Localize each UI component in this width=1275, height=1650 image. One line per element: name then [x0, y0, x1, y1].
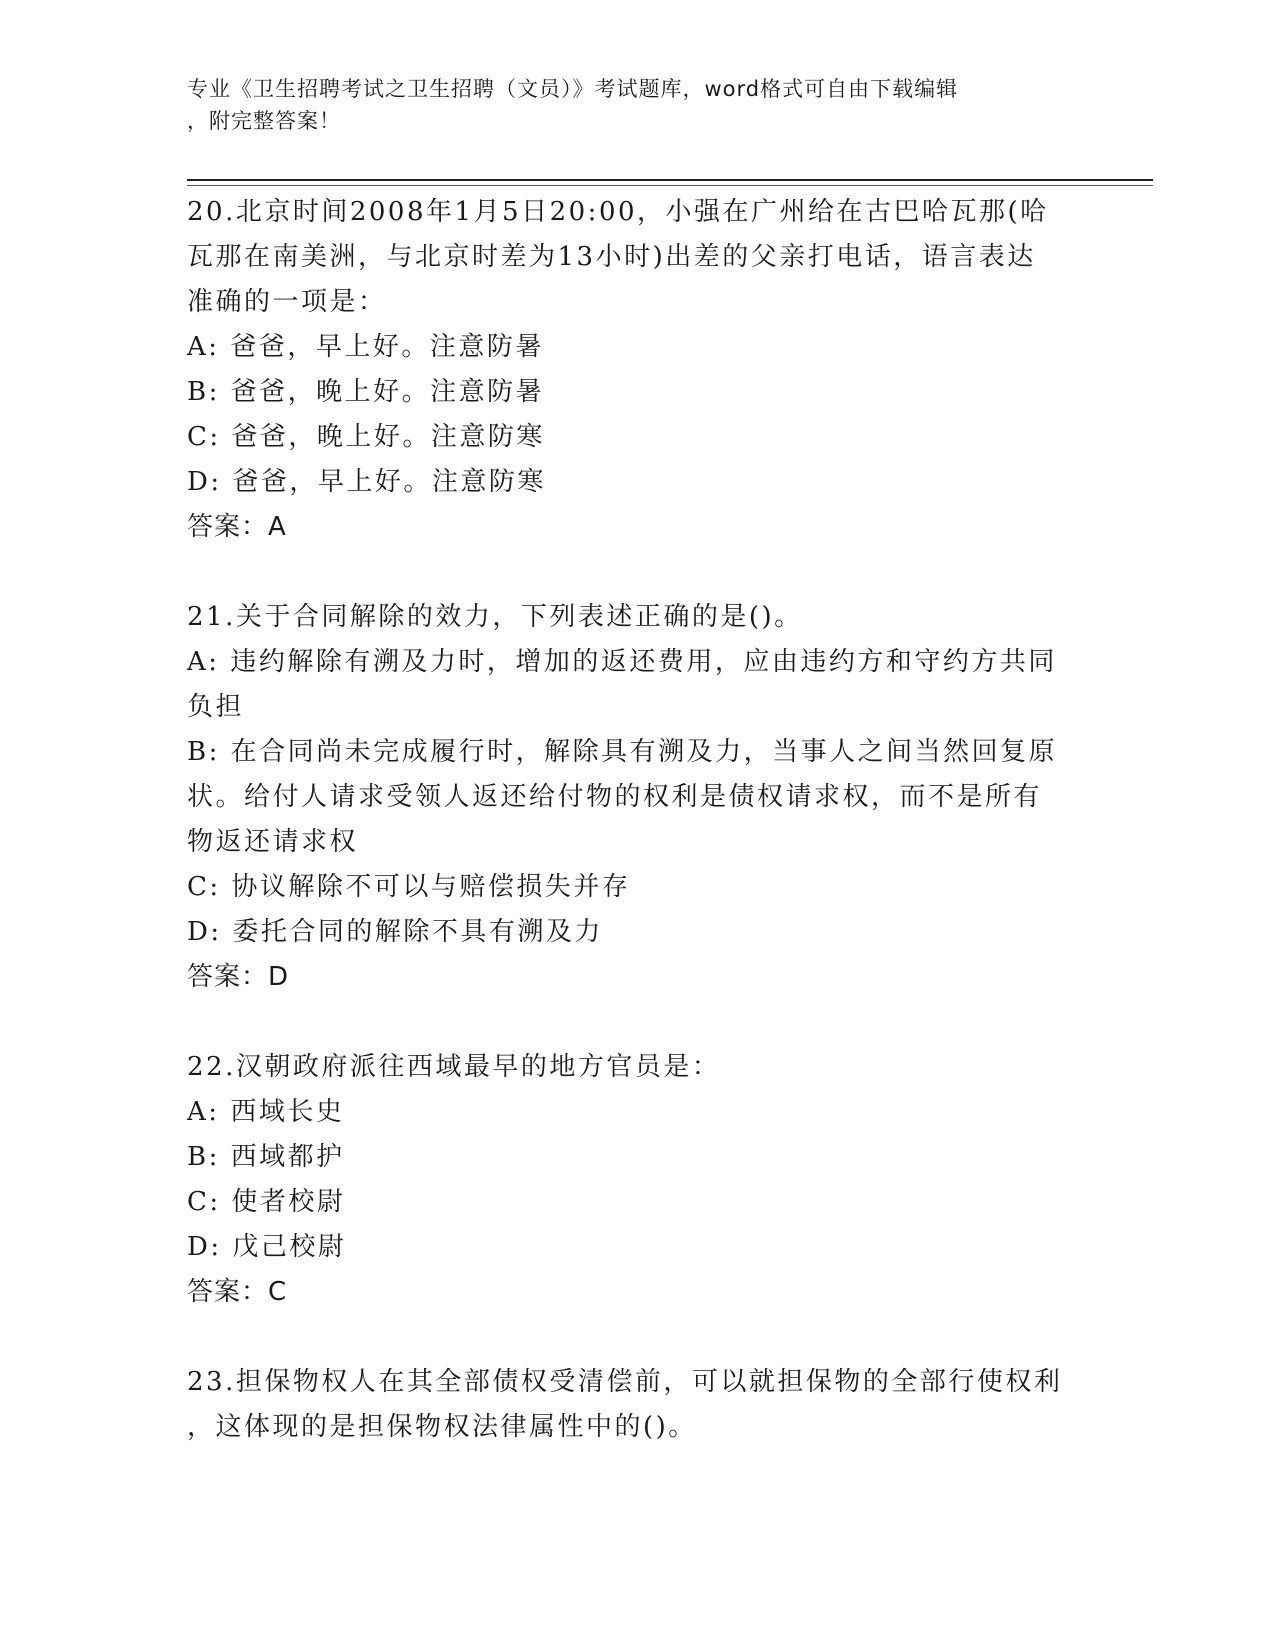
question-stem-line: 瓦那在南美洲，与北京时差为13小时)出差的父亲打电话，语言表达: [187, 242, 1036, 272]
option-text: 爸爸，晚上好。注意防暑: [230, 377, 545, 407]
option-text: 委托合同的解除不具有溯及力: [232, 917, 603, 947]
document-header: [187, 73, 1067, 137]
option-d: [187, 910, 1087, 955]
option-letter: B:: [187, 377, 220, 407]
option-c: [187, 865, 1087, 910]
option-letter: C:: [187, 1187, 221, 1217]
option-text: 西域都护: [230, 1142, 345, 1172]
option-a: [187, 1090, 1087, 1135]
header-divider-thin: [187, 185, 1153, 186]
question-stem-line: 21.关于合同解除的效力，下列表述正确的是()。: [187, 602, 803, 632]
option-continuation: 负担: [187, 692, 245, 722]
option-d: [187, 460, 1087, 505]
answer-label: 答案：C: [187, 1277, 288, 1307]
option-a: [187, 640, 1087, 685]
option-letter: A:: [187, 1097, 220, 1127]
option-b: [187, 730, 1087, 775]
option-a: [187, 325, 1087, 370]
header-line-1: 专业《卫生招聘考试之卫生招聘（文员）》考试题库，word格式可自由下载编辑: [187, 77, 959, 101]
option-b: [187, 370, 1087, 415]
option-text: 西域长史: [230, 1097, 345, 1127]
header-line-2: ，附完整答案！: [187, 109, 341, 133]
question-22: [187, 1045, 1087, 1315]
question-stem-line: 准确的一项是：: [187, 287, 387, 317]
question-23: [187, 1360, 1087, 1450]
option-text: 使者校尉: [231, 1187, 346, 1217]
option-continuation: 物返还请求权: [187, 827, 359, 857]
option-text: 爸爸，早上好。注意防寒: [232, 467, 546, 497]
option-letter: D:: [187, 467, 222, 497]
option-text: 爸爸，晚上好。注意防寒: [231, 422, 545, 452]
question-stem-line: 20.北京时间2008年1月5日20:00，小强在广州给在古巴哈瓦那(哈: [187, 197, 1049, 227]
header-divider-thick: [187, 179, 1153, 181]
option-letter: B:: [187, 737, 220, 767]
option-c: [187, 1180, 1087, 1225]
question-stem-line: 23.担保物权人在其全部债权受清偿前，可以就担保物的全部行使权利: [187, 1367, 1063, 1397]
option-d: [187, 1225, 1087, 1270]
option-text: 在合同尚未完成履行时，解除具有溯及力，当事人之间当然回复原: [230, 737, 1058, 767]
option-text: 爸爸，早上好。注意防暑: [230, 332, 544, 362]
option-text: 戊己校尉: [232, 1232, 347, 1262]
option-letter: D:: [187, 917, 222, 947]
option-continuation: 状。给付人请求受领人返还给付物的权利是债权请求权，而不是所有: [187, 782, 1043, 812]
option-letter: C:: [187, 872, 221, 902]
question-21: [187, 595, 1087, 1000]
option-letter: A:: [187, 647, 220, 677]
question-stem-line: 22.汉朝政府派往西域最早的地方官员是：: [187, 1052, 721, 1082]
question-list: [187, 190, 1087, 1450]
option-c: [187, 415, 1087, 460]
option-text: 协议解除不可以与赔偿损失并存: [231, 872, 631, 902]
option-text: 违约解除有溯及力时，增加的返还费用，应由违约方和守约方共同: [230, 647, 1057, 677]
answer-label: 答案：A: [187, 512, 287, 542]
option-letter: D:: [187, 1232, 222, 1262]
option-b: [187, 1135, 1087, 1180]
option-letter: C:: [187, 422, 221, 452]
option-letter: A:: [187, 332, 220, 362]
question-20: [187, 190, 1087, 550]
option-letter: B:: [187, 1142, 220, 1172]
question-stem-line: ，这体现的是担保物权法律属性中的()。: [187, 1412, 697, 1442]
answer-label: 答案：D: [187, 962, 290, 992]
